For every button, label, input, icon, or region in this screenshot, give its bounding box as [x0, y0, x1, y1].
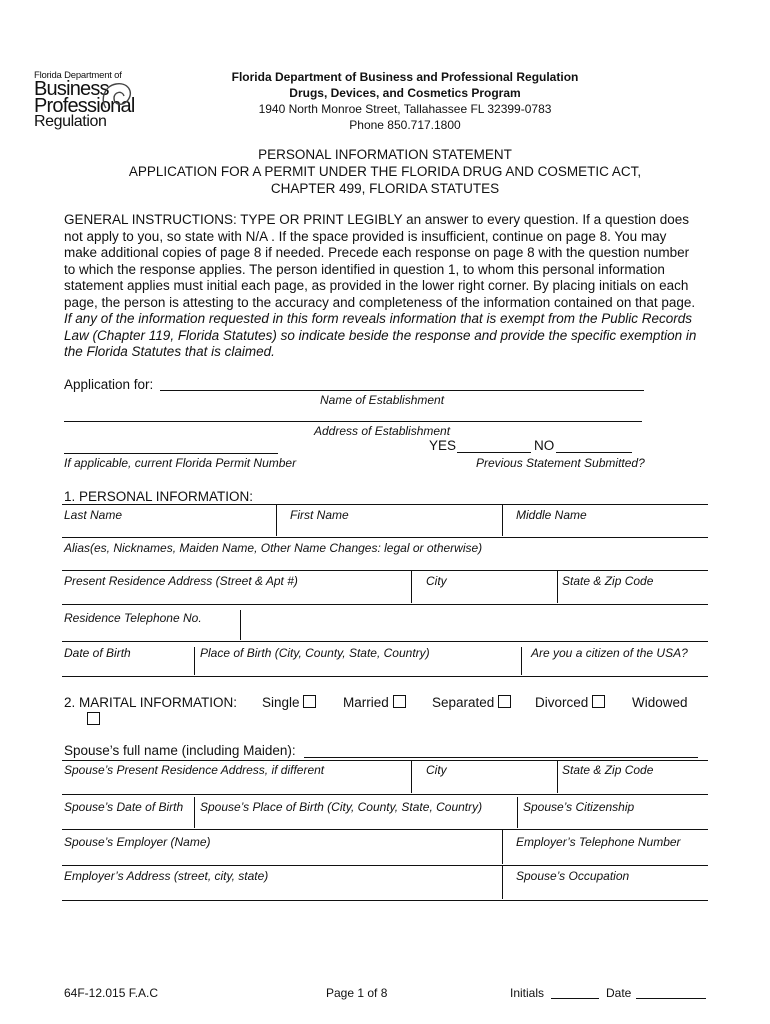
employer-address-label: Employer’s Address (street, city, state): [64, 869, 269, 883]
marital-option-separated[interactable]: [432, 695, 511, 711]
personal-information-heading: 1. PERSONAL INFORMATION:: [64, 489, 254, 504]
general-instructions: [64, 212, 700, 361]
agency-address: 1940 North Monroe Street, Tallahassee FL 32399-0783: [258, 102, 552, 116]
title-line-2: APPLICATION FOR A PERMIT UNDER THE FLORIDA DRUG AND COSMETIC ACT,: [128, 164, 642, 179]
logo-line-1: Florida Department of: [34, 70, 122, 81]
marital-option-divorced[interactable]: [535, 695, 605, 711]
divider: [62, 570, 708, 571]
spouse-name-field[interactable]: [304, 757, 698, 758]
married-label: Married: [343, 695, 389, 710]
establishment-name-caption: Name of Establishment: [320, 393, 445, 407]
permit-number-caption: If applicable, current Florida Permit Number: [64, 456, 297, 470]
form-title: [60, 146, 710, 197]
program-name: Drugs, Devices, and Cosmetics Program: [289, 86, 521, 100]
married-checkbox[interactable]: [393, 695, 406, 708]
marital-information-heading: 2. MARITAL INFORMATION:: [64, 695, 238, 710]
logo-swirl-icon: [98, 78, 138, 114]
divider: [502, 505, 503, 536]
divider: [62, 760, 708, 761]
permit-number-field[interactable]: [64, 453, 278, 454]
spouse-occupation-label: Spouse’s Occupation: [516, 869, 630, 883]
spouse-pob-label: Spouse’s Place of Birth (City, County, State, Country): [200, 800, 483, 814]
separated-label: Separated: [432, 695, 495, 710]
establishment-address-caption: Address of Establishment: [314, 424, 451, 438]
logo-line-4: Regulation: [34, 113, 107, 130]
divider: [411, 761, 412, 793]
page-number: Page 1 of 8: [326, 986, 388, 1000]
date-of-birth-label: Date of Birth: [64, 646, 131, 660]
divider: [62, 641, 708, 642]
divider: [517, 797, 518, 828]
employer-telephone-label: Employer’s Telephone Number: [516, 835, 681, 849]
spouse-address-label: Spouse’s Present Residence Address, if different: [64, 763, 325, 777]
divider: [62, 537, 708, 538]
alias-label: Alias(es, Nicknames, Maiden Name, Other Name Changes: legal or otherwise): [64, 541, 483, 555]
dbpr-logo: [34, 70, 138, 132]
middle-name-label: Middle Name: [516, 508, 587, 522]
divider: [62, 829, 708, 830]
marital-option-married[interactable]: [343, 695, 406, 711]
separated-checkbox[interactable]: [498, 695, 511, 708]
citizen-usa-label: Are you a citizen of the USA?: [531, 646, 688, 660]
initials-field[interactable]: [551, 998, 599, 999]
divider: [194, 647, 195, 675]
widowed-checkbox[interactable]: [87, 712, 100, 725]
divorced-checkbox[interactable]: [592, 695, 605, 708]
single-label: Single: [262, 695, 300, 710]
divider: [240, 610, 241, 640]
no-field[interactable]: [556, 452, 632, 453]
residence-address-label: Present Residence Address (Street & Apt #): [64, 574, 298, 588]
agency-name: Florida Department of Business and Professional Regulation: [231, 70, 579, 84]
previous-statement-caption: Previous Statement Submitted?: [476, 456, 645, 470]
residence-telephone-label: Residence Telephone No.: [64, 611, 202, 625]
initials-label: Initials: [510, 986, 545, 1000]
residence-state-zip-label: State & Zip Code: [562, 574, 654, 588]
place-of-birth-label: Place of Birth (City, County, State, Country): [200, 646, 430, 660]
divider: [194, 797, 195, 828]
divider: [521, 647, 522, 675]
title-line-1: PERSONAL INFORMATION STATEMENT: [258, 147, 512, 162]
divider: [411, 571, 412, 603]
divider: [276, 505, 277, 536]
application-for-label: Application for:: [64, 377, 154, 392]
spouse-city-label: City: [426, 763, 447, 777]
divider: [502, 830, 503, 864]
marital-option-single[interactable]: [262, 695, 316, 711]
instructions-text: GENERAL INSTRUCTIONS: TYPE OR PRINT LEGIBLY an answer to every question. If a question does not apply to you, so state with N/A . If the space provided is insufficient, continue on page 8. You may make additional copies of page 8 if needed. Precede each response on page 8 with the question number to which the response applies. The person identified in question 1, to whom this personal information statement applies must initial each page, as provided in the lower right corner. By placing initials on each page, the person is attesting to the accuracy and completeness of the information contained on that page.: [64, 212, 696, 310]
divorced-label: Divorced: [535, 695, 589, 710]
divider: [62, 794, 708, 795]
spouse-state-zip-label: State & Zip Code: [562, 763, 654, 777]
establishment-name-field[interactable]: [160, 390, 644, 391]
yes-field[interactable]: [457, 452, 531, 453]
divider: [557, 761, 558, 793]
divider: [557, 571, 558, 603]
divider: [62, 504, 708, 505]
spouse-citizenship-label: Spouse’s Citizenship: [523, 800, 635, 814]
yes-label: YES: [429, 438, 457, 453]
last-name-label: Last Name: [64, 508, 123, 522]
divider: [62, 900, 708, 901]
date-field[interactable]: [636, 998, 706, 999]
logo-line-3: Professional: [34, 95, 135, 117]
divider: [502, 866, 503, 899]
establishment-address-field[interactable]: [64, 421, 642, 422]
single-checkbox[interactable]: [303, 695, 316, 708]
divider: [62, 676, 708, 677]
date-label: Date: [606, 986, 632, 1000]
divider: [62, 604, 708, 605]
divider: [62, 865, 708, 866]
spouse-name-label: Spouse’s full name (including Maiden):: [64, 743, 296, 758]
title-line-3: CHAPTER 499, FLORIDA STATUTES: [270, 181, 500, 196]
spouse-dob-label: Spouse’s Date of Birth: [64, 800, 184, 814]
first-name-label: First Name: [290, 508, 349, 522]
rule-citation: 64F-12.015 F.A.C: [64, 986, 159, 1000]
widowed-label: Widowed: [632, 695, 688, 710]
spouse-employer-label: Spouse’s Employer (Name): [64, 835, 211, 849]
agency-phone: Phone 850.717.1800: [349, 118, 461, 132]
letterhead: [170, 69, 640, 133]
logo-line-2: Business: [34, 78, 109, 100]
instructions-exemption-note: If any of the information requested in this form reveals information that is exempt from the Public Records Law (Chapter 119, Florida Statutes) so indicate beside the response and provide the specific exemption in the Florida Statutes that is claimed.: [64, 311, 697, 359]
residence-city-label: City: [426, 574, 447, 588]
no-label: NO: [534, 438, 555, 453]
